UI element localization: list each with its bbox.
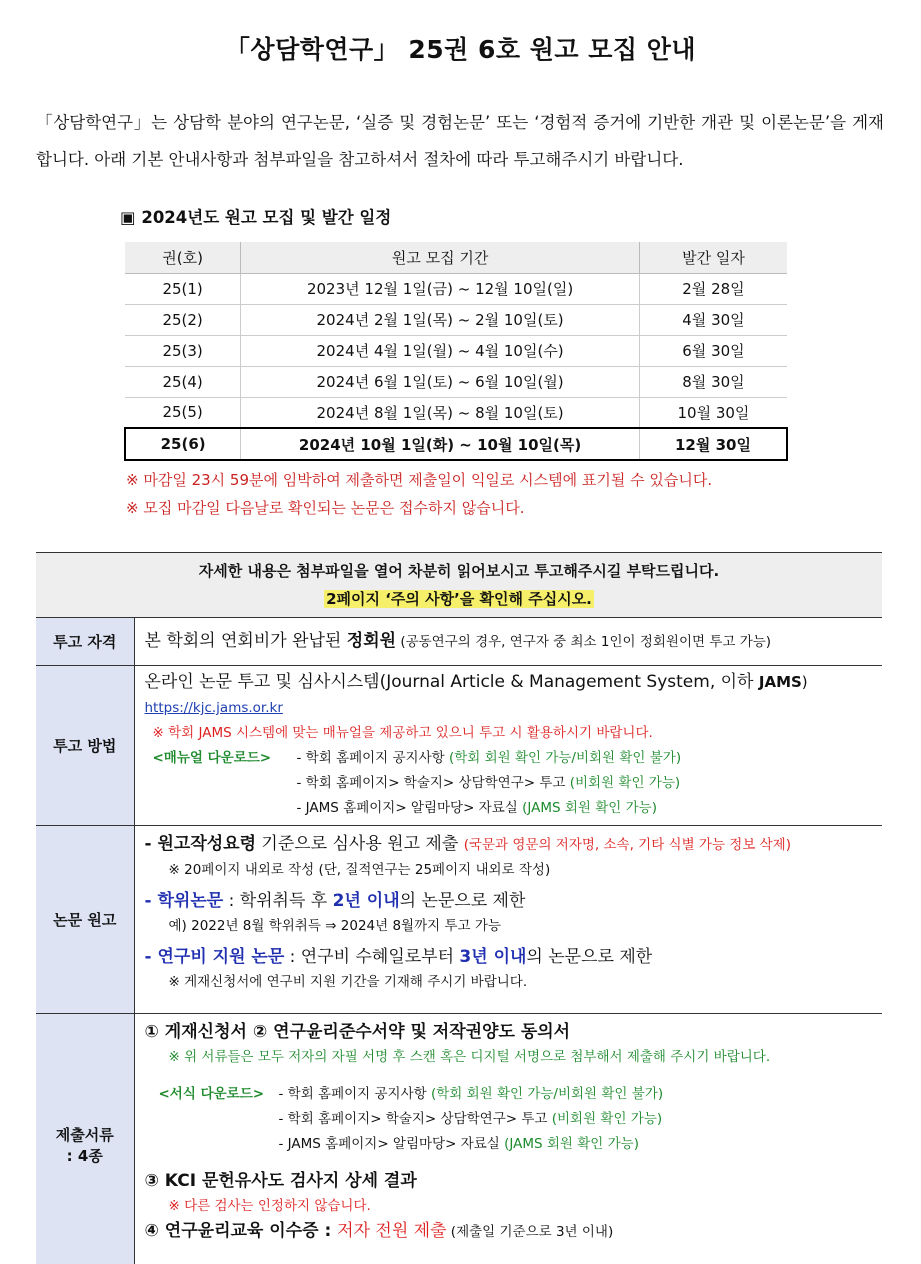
cell-period: 2024년 8월 1일(목) ~ 8월 10일(토): [241, 397, 640, 428]
list-item: - 학회 홈페이지 공지사항 (학회 회원 확인 가능/비회원 확인 불가): [278, 1086, 664, 1102]
doc-kci: ③ KCI 문헌유사도 검사지 상세 결과: [144, 1171, 417, 1191]
cell-volume: 25(5): [125, 397, 241, 428]
documents-body: ① 게재신청서 ② 연구윤리준수서약 및 저작권양도 동의서 ※ 위 서류들은 모두 저자의 자필 서명 후 스캔 혹은 디지털 서명으로 첨부해서 제출해 주시기 바랍니다. <서식 다운로드> - 학회 홈페이지 공지사항 (학회 회원 확인 가능/비회원 확인 불가) - 학회 홈페이지> 학술지> 상담학연구> 투고 (비회원 확인 가능) - JAMS 홈페이지> 알림마당> 자료실 (JAMS 회원 확인 가능) ③ KCI 문헌유사도 검사지 상세 결과 ※ 다른 검사는 인정하지 않습니다. ④ 연구윤리교육 이수증 : 저자 전원 제출 (제출일 기준으로 3년 이내): [134, 1014, 882, 1264]
page-title: 「상담학연구」 25권 6호 원고 모집 안내: [224, 35, 697, 64]
cell-volume: 25(1): [125, 273, 241, 304]
schedule-notes: [126, 466, 712, 522]
info-banner: [36, 553, 882, 618]
manuscript-body: - 원고작성요령 기준으로 심사용 원고 제출 (국문과 영문의 저자명, 소속, 기타 식별 가능 정보 삭제) ※ 20페이지 내외로 작성 (단, 질적연구는 25페이지 내외로 작성) - 학위논문 : 학위취득 후 2년 이내의 논문으로 제한 예) 2022년 8월 학위취득 ⇒ 2024년 8월까지 투고 가능 - 연구비 지원 논문 : 연구비 수혜일로부터 3년 이내의 논문으로 제한 ※ 게재신청서에 연구비 지원 기간을 기재해 주시기 바랍니다.: [134, 826, 882, 1014]
banner-line1: 자세한 내용은 첨부파일을 열어 차분히 읽어보시고 투고해주시길 부탁드립니다.: [198, 562, 720, 580]
table-row: [125, 335, 787, 366]
table-row-highlighted: [125, 428, 787, 460]
cell-period: 2024년 6월 1일(토) ~ 6월 10일(월): [241, 366, 640, 397]
cell-period: 2024년 10월 1일(화) ~ 10월 10일(목): [241, 428, 640, 460]
label-manuscript: 논문 원고: [36, 826, 134, 1014]
schedule-header-period: 원고 모집 기간: [241, 242, 640, 273]
manual-notice: ※ 학회 JAMS 시스템에 맞는 매뉴얼을 제공하고 있으니 투고 시 활용하시기 바랍니다.: [152, 725, 653, 741]
list-item: - 학회 홈페이지> 학술지> 상담학연구> 투고 (비회원 확인 가능): [278, 1111, 663, 1127]
regular-member: 정회원: [346, 630, 397, 651]
label-qualification: 투고 자격: [36, 618, 134, 666]
schedule-table: [124, 242, 788, 461]
cell-period: 2023년 12월 1일(금) ~ 12월 10일(일): [241, 273, 640, 304]
qualification-body: 본 학회의 연회비가 완납된 정회원 (공동연구의 경우, 연구자 중 최소 1인이 정회원이면 투고 가능): [134, 618, 882, 666]
cell-publish: 2월 28일: [639, 273, 787, 304]
note-late: ※ 모집 마감일 다음날로 확인되는 논문은 접수하지 않습니다.: [126, 499, 525, 517]
intro-paragraph: 「상담학연구」는 상담학 분야의 연구논문, ‘실증 및 경험논문’ 또는 ‘경험적 증거에 기반한 개관 및 이론논문’을 게재합니다. 아래 기본 안내사항과 첨부파일을 참고하셔서 절차에 따라 투고해주시기 바랍니다.: [36, 113, 884, 169]
table-row: [125, 366, 787, 397]
schedule-header-volume: 권(호): [125, 242, 241, 273]
cell-publish: 8월 30일: [639, 366, 787, 397]
label-documents: 제출서류 : 4종: [36, 1014, 134, 1264]
cell-volume: 25(2): [125, 304, 241, 335]
doc-forms-1-2: ① 게재신청서 ② 연구윤리준수서약 및 저작권양도 동의서: [144, 1022, 571, 1042]
table-row: [125, 273, 787, 304]
cell-volume: 25(3): [125, 335, 241, 366]
cell-publish: 10월 30일: [639, 397, 787, 428]
note-deadline: ※ 마감일 23시 59분에 임박하여 제출하면 제출일이 익일로 시스템에 표기될 수 있습니다.: [126, 471, 713, 489]
label-method: 투고 방법: [36, 666, 134, 826]
table-row: [125, 397, 787, 428]
manual-download-tag: <매뉴얼 다운로드>: [152, 750, 272, 766]
cell-publish: 6월 30일: [639, 335, 787, 366]
doc-ethics: ④ 연구윤리교육 이수증 :: [144, 1221, 338, 1241]
cell-publish: 4월 30일: [639, 304, 787, 335]
cell-volume: 25(4): [125, 366, 241, 397]
cell-publish: 12월 30일: [639, 428, 787, 460]
list-item: - JAMS 홈페이지> 알림마당> 자료실 (JAMS 회원 확인 가능): [278, 1136, 639, 1152]
schedule-heading: ▣ 2024년도 원고 모집 및 발간 일정: [120, 208, 392, 227]
form-download-tag: <서식 다운로드>: [158, 1086, 265, 1102]
list-item: - 학회 홈페이지 공지사항 (학회 회원 확인 가능/비회원 확인 불가): [296, 750, 682, 766]
list-item: - 학회 홈페이지> 학술지> 상담학연구> 투고 (비회원 확인 가능): [296, 775, 681, 791]
cell-volume: 25(6): [125, 428, 241, 460]
jams-link[interactable]: https://kjc.jams.or.kr: [144, 700, 283, 716]
table-row: [125, 304, 787, 335]
list-item: - JAMS 홈페이지> 알림마당> 자료실 (JAMS 회원 확인 가능): [296, 800, 657, 816]
method-body: 온라인 논문 투고 및 심사시스템(Journal Article & Management System, 이하 JAMS) https://kjc.jams.or.kr ※ 학회 JAMS 시스템에 맞는 매뉴얼을 제공하고 있으니 투고 시 활용하시기 바랍니다. <매뉴얼 다운로드> - 학회 홈페이지 공지사항 (학회 회원 확인 가능/비회원 확인 불가) - 학회 홈페이지> 학술지> 상담학연구> 투고 (비회원 확인 가능) - JAMS 홈페이지> 알림마당> 자료실 (JAMS 회원 확인 가능): [134, 666, 882, 826]
info-table: [36, 552, 882, 1264]
schedule-header-publish: 발간 일자: [639, 242, 787, 273]
banner-line2: 2페이지 ‘주의 사항’을 확인해 주십시오.: [326, 590, 592, 608]
cell-period: 2024년 2월 1일(목) ~ 2월 10일(토): [241, 304, 640, 335]
cell-period: 2024년 4월 1일(월) ~ 4월 10일(수): [241, 335, 640, 366]
